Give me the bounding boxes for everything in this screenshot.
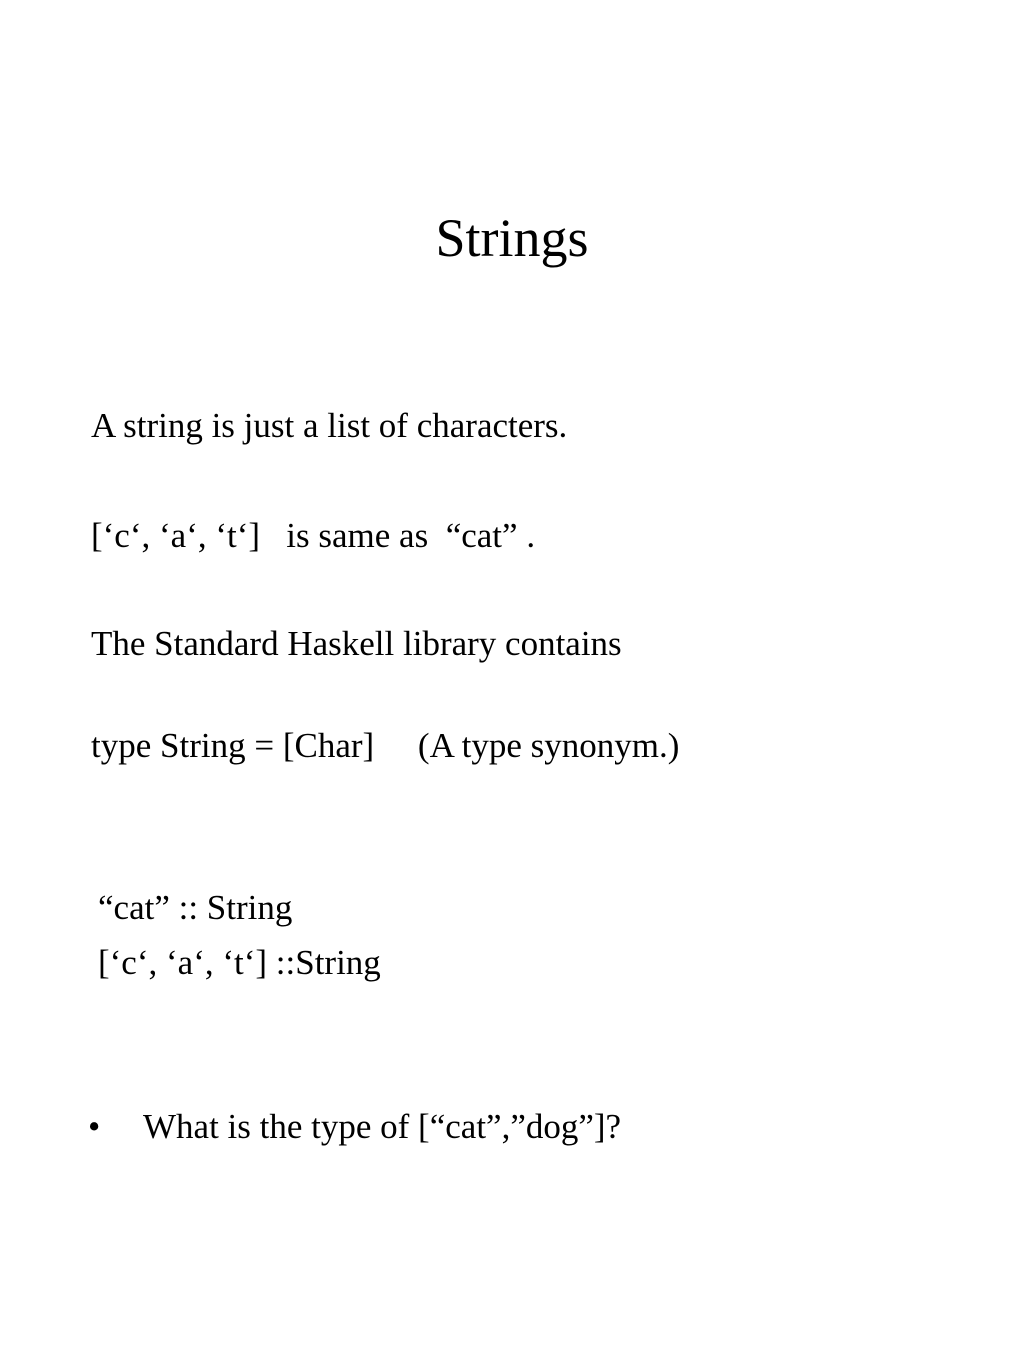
code-line-list-string: [‘c‘, ‘a‘, ‘t‘] ::String [98,943,381,982]
bullet-question: What is the type of [“cat”,”dog”]? [143,1107,622,1146]
text-line-type-synonym: type String = [Char] (A type synonym.) [91,726,680,765]
text-line-definition: A string is just a list of characters. [91,406,568,445]
slide-title: Strings [435,208,589,268]
text-line-example: [‘c‘, ‘a‘, ‘t‘] is same as “cat” . [91,516,536,555]
text-line-library: The Standard Haskell library contains [91,624,622,663]
bullet-icon: • [88,1107,101,1146]
code-line-cat-string: “cat” :: String [98,888,293,927]
bullet-item [88,1105,622,1281]
